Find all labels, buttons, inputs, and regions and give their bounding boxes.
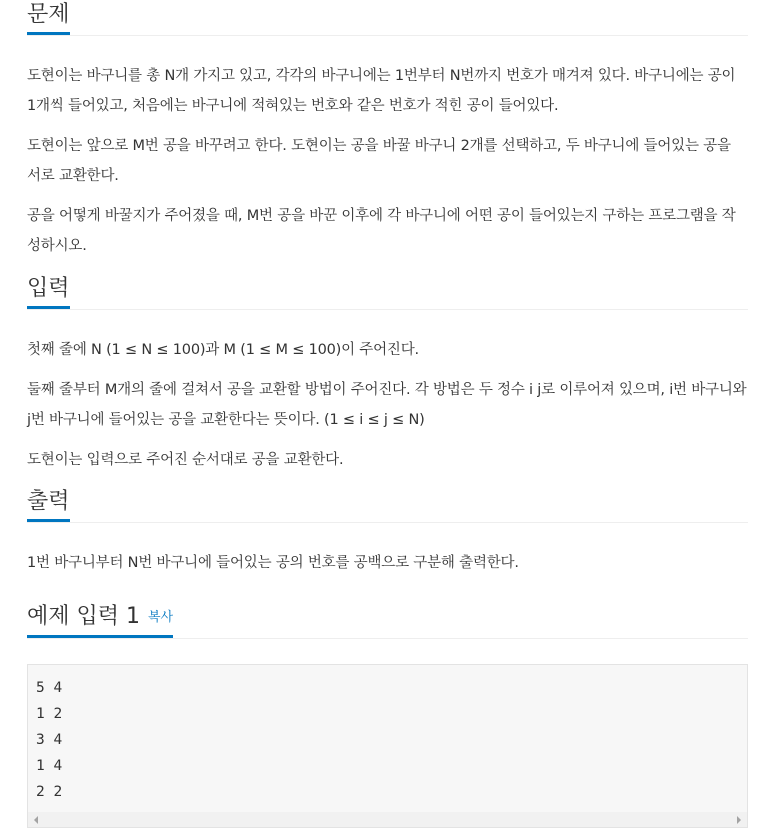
problem-paragraph: 도현이는 앞으로 M번 공을 바꾸려고 한다. 도현이는 공을 바꿀 바구니 2개를 선택하고, 두 바구니에 들어있는 공을 서로 교환한다. bbox=[27, 138, 731, 184]
scroll-right-arrow-icon[interactable] bbox=[737, 816, 741, 824]
input-description bbox=[27, 335, 748, 475]
output-title: 출력 bbox=[27, 487, 70, 522]
problem-title: 문제 bbox=[27, 0, 70, 35]
output-paragraph: 1번 바구니부터 N번 바구니에 들어있는 공의 번호를 공백으로 구분해 출력한다. bbox=[27, 555, 519, 571]
scroll-left-arrow-icon[interactable] bbox=[34, 816, 38, 824]
input-section-header bbox=[27, 274, 748, 310]
sample-input-title-text: 예제 입력 1 bbox=[27, 604, 140, 629]
copy-button[interactable]: 복사 bbox=[148, 610, 174, 625]
sample-input-title bbox=[27, 602, 173, 638]
horizontal-scrollbar[interactable] bbox=[28, 812, 747, 827]
problem-paragraph: 도현이는 바구니를 총 N개 가지고 있고, 각각의 바구니에는 1번부터 N번까지 번호가 매겨져 있다. 바구니에는 공이 1개씩 들어있고, 처음에는 바구니에 적혀있는 번호와 같은 번호가 적힌 공이 들어있다. bbox=[27, 68, 736, 114]
problem-paragraph: 공을 어떻게 바꿀지가 주어졌을 때, M번 공을 바꾼 이후에 각 바구니에 어떤 공이 들어있는지 구하는 프로그램을 작성하시오. bbox=[27, 208, 736, 254]
sample-input-box[interactable] bbox=[27, 664, 748, 828]
output-section-header bbox=[27, 487, 748, 523]
input-paragraph: 도현이는 입력으로 주어진 순서대로 공을 교환한다. bbox=[27, 452, 344, 468]
input-paragraph: 첫째 줄에 N (1 ≤ N ≤ 100)과 M (1 ≤ M ≤ 100)이 주어진다. bbox=[27, 342, 419, 358]
output-description bbox=[27, 548, 748, 578]
problem-description bbox=[27, 61, 748, 261]
input-title: 입력 bbox=[27, 274, 70, 309]
problem-section-header bbox=[27, 0, 748, 36]
input-paragraph: 둘째 줄부터 M개의 줄에 걸쳐서 공을 교환할 방법이 주어진다. 각 방법은 두 정수 i j로 이루어져 있으며, i번 바구니와 j번 바구니에 들어있는 공을 교환한다는 뜻이다. (1 ≤ i ≤ j ≤ N) bbox=[27, 382, 747, 428]
sample-input-section-header bbox=[27, 602, 748, 639]
sample-input-content[interactable]: 5 4 1 2 3 4 1 4 2 2 bbox=[36, 680, 63, 800]
